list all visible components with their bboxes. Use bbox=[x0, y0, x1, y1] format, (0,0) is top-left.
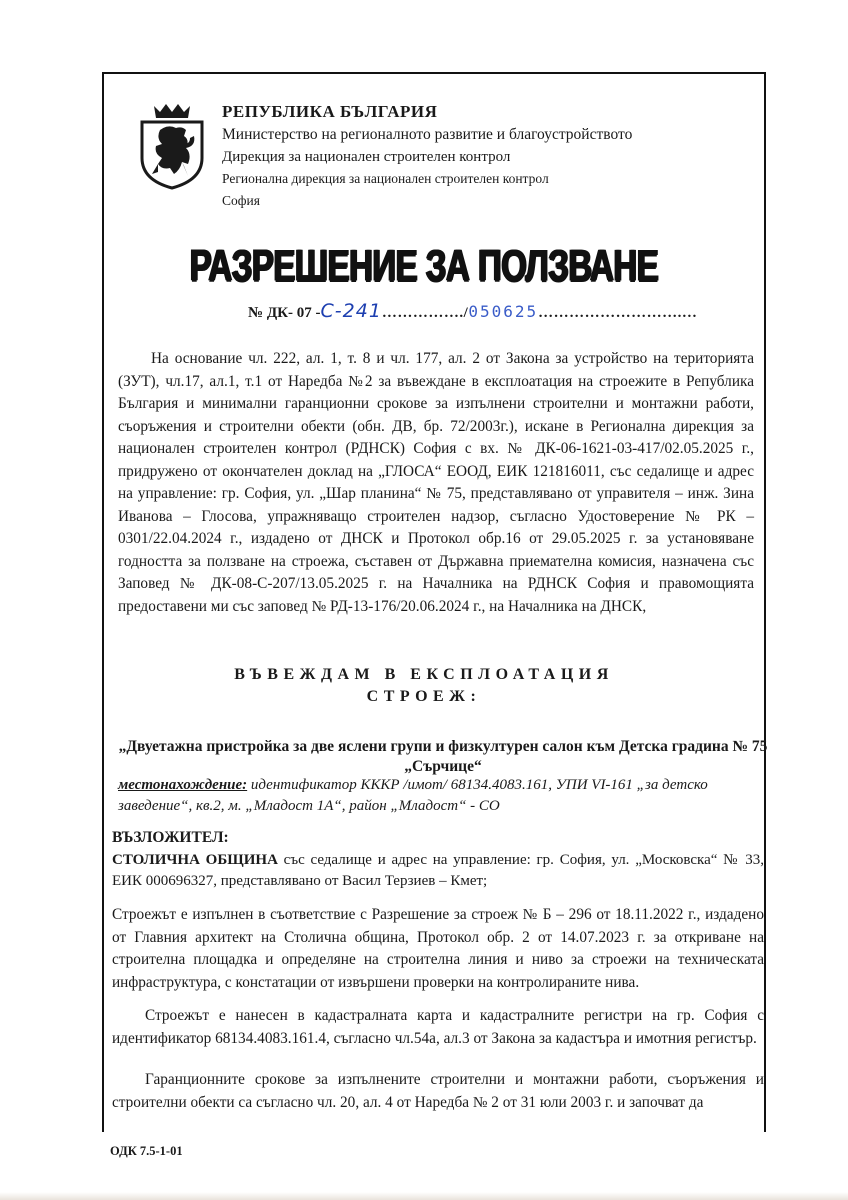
assignor-paragraph bbox=[112, 850, 764, 892]
lion-coat-of-arms-icon bbox=[132, 100, 212, 190]
assignor-name: СТОЛИЧНА ОБЩИНА bbox=[112, 852, 278, 868]
page-edge bbox=[0, 1192, 848, 1200]
construction-heading: СТРОЕЖ: bbox=[366, 688, 482, 705]
location-text: идентификатор КККР /имот/ 68134.4083.161, УПИ VI-161 „за детско заведение“, кв.2, м. „Младост 1А“, район „Младост“ - СО bbox=[118, 777, 708, 814]
assignor-text: със седалище и адрес на управление: гр. София, ул. „Московска“ № 33, ЕИК 000696327, представлявано от Васил Терзиев – Кмет; bbox=[112, 852, 764, 889]
warranty-paragraph: Гаранционните срокове за изпълнените строителни и монтажни работи, съоръжения и строителни обекти са съгласно чл. 20, ал. 4 от Наредба № 2 от 31 юли 2003 г. и започват да bbox=[112, 1071, 764, 1111]
number-label: № ДК- 07 - bbox=[248, 305, 321, 321]
number-dots-1: ……………. bbox=[381, 305, 464, 321]
document-title: РАЗРЕШЕНИЕ ЗА ПОЛЗВАНЕ bbox=[189, 240, 659, 290]
form-code: ОДК 7.5-1-01 bbox=[110, 1144, 183, 1158]
legal-basis-paragraph: На основание чл. 222, ал. 1, т. 8 и чл. 177, ал. 2 от Закона за устройство на територията (ЗУТ), чл.17, ал.1, т.1 от Наредба №2 за въвеждане в експлоатация на строежите в Република България и минимални гаранционни срокове за изпълнени строителни и монтажни работи, съоръжения и строителни обекти (обн. ДВ, бр. 72/2003г.), искане в Регионална дирекция за национален строителен контрол (РДНСК) София с вх. № ДК-06-1621-03-417/02.05.2025 г., придружено от окончателен доклад на „ГЛОСА“ ЕООД, ЕИК 121816011, със седалище и адрес на управление: гр. София, ул. „Шар планина“ № 75, представлявано от управителя – инж. Зина Иванова – Глосова, упражняващо строителен надзор, съгласно Удостоверение № РК – 0301/22.04.2024 г., издадено от ДНСК и Протокол обр.16 от 29.05.2025 г. за установяване годността за ползване на строежа, съставен от Държавна приемателна комисия, назначена със Заповед № ДК-08-С-207/13.05.2025 г. на Началника на РДНСК София и правомощията предоставени ми със заповед № РД-13-176/20.06.2024 г., на Началника на ДНСК, bbox=[118, 350, 754, 615]
date-stamp: 050625 bbox=[468, 302, 539, 321]
number-dots-2: ……………………….… bbox=[538, 305, 698, 321]
ministry-name: Министерство на регионалното развитие и благоустройството bbox=[222, 126, 633, 143]
document-number bbox=[248, 300, 697, 322]
handwritten-number: С-241 bbox=[320, 300, 382, 322]
city-name: София bbox=[222, 193, 260, 208]
assignor-heading: ВЪЗЛОЖИТЕЛ: bbox=[112, 829, 229, 846]
location-paragraph bbox=[118, 775, 758, 817]
commissioning-heading: ВЪВЕЖДАМ В ЕКСПЛОАТАЦИЯ bbox=[234, 666, 614, 683]
project-title: „Двуетажна пристройка за две яслени групи и физкултурен салон към Детска градина № 75 „Сърчице“ bbox=[118, 738, 768, 775]
cadastre-paragraph: Строежът е нанесен в кадастралната карта и кадастралните регистри на гр. София с идентификатор 68134.4083.161.4, съгласно чл.54а, ал.3 от Закона за кадастъра и имотния регистър. bbox=[112, 1007, 764, 1047]
directorate-name: Дирекция за национален строителен контрол bbox=[222, 149, 511, 165]
number-separator: / bbox=[463, 305, 469, 321]
regional-directorate-name: Регионална дирекция за национален строителен контрол bbox=[222, 171, 549, 186]
location-label: местонахождение: bbox=[118, 777, 248, 793]
compliance-paragraph: Строежът е изпълнен в съответствие с Разрешение за строеж № Б – 296 от 18.11.2022 г., издадено от Главния архитект на Столична община, Протокол обр. 2 от 14.07.2023 г. за откриване на строителна площадка и определяне на строителна линия и ниво за строежи на техническата инфраструктура, с констатации от извършени проверки на контролираните нива. bbox=[112, 906, 764, 991]
country-title: РЕПУБЛИКА БЪЛГАРИЯ bbox=[222, 102, 438, 121]
